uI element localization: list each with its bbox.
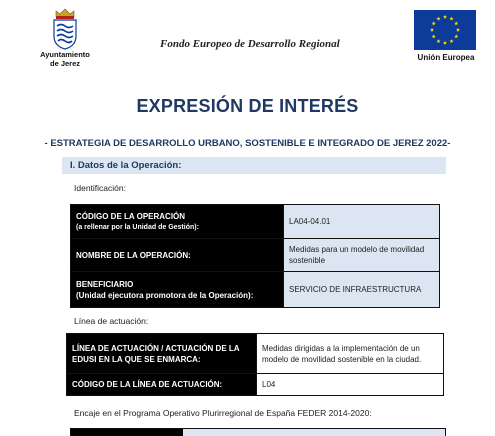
eu-label: Unión Europea bbox=[417, 53, 475, 62]
strategy-subtitle: - ESTRATEGIA DE DESARROLLO URBANO, SOSTENIBLE E INTEGRADO DE JEREZ 2022- bbox=[44, 138, 451, 149]
table-key-cell bbox=[71, 272, 284, 308]
beneficiario-value: SERVICIO DE INFRAESTRUCTURA bbox=[284, 272, 440, 308]
next-table-key bbox=[71, 429, 183, 436]
table-row bbox=[67, 334, 444, 374]
section-heading: I. Datos de la Operación: bbox=[62, 157, 446, 174]
city-name-line1: Ayuntamiento bbox=[40, 50, 90, 59]
codigo-value: LA04-04.01 bbox=[284, 205, 440, 239]
codigo-key: CÓDIGO DE LA OPERACIÓN bbox=[76, 211, 186, 221]
encaje-label: Encaje en el Programa Operativo Plurirregional de España FEDER 2014-2020: bbox=[74, 408, 372, 418]
codigo-linea-value: L04 bbox=[257, 374, 444, 396]
nombre-value: Medidas para un modelo de movilidad sostenible bbox=[284, 239, 440, 272]
table-row bbox=[67, 374, 444, 396]
table-key-cell bbox=[71, 205, 284, 239]
linea-key: LÍNEA DE ACTUACIÓN / ACTUACIÓN DE LA EDUSI EN LA QUE SE ENMARCA: bbox=[67, 334, 257, 374]
fund-name: Fondo Europeo de Desarrollo Regional bbox=[160, 38, 340, 50]
codigo-sub: (a rellenar por la Unidad de Gestión): bbox=[76, 223, 199, 231]
city-name-line2: de Jerez bbox=[49, 59, 81, 68]
jerez-shield-icon bbox=[50, 8, 80, 50]
document-title: EXPRESIÓN DE INTERÉS bbox=[136, 96, 359, 116]
table-row bbox=[71, 272, 440, 308]
next-table-value bbox=[183, 429, 445, 436]
linea-table bbox=[66, 333, 444, 396]
identificacion-label: Identificación: bbox=[74, 183, 126, 193]
table-row bbox=[71, 239, 440, 272]
eu-logo bbox=[414, 10, 478, 66]
identification-table bbox=[70, 204, 440, 308]
linea-value: Medidas dirigidas a la implementación de un modelo de movilidad sostenible en la ciudad. bbox=[257, 334, 444, 374]
nombre-key: NOMBRE DE LA OPERACIÓN: bbox=[71, 239, 284, 272]
beneficiario-key: BENEFICIARIO bbox=[76, 279, 134, 289]
jerez-logo bbox=[30, 8, 100, 72]
beneficiario-sub: (Unidad ejecutora promotora de la Operación): bbox=[76, 290, 254, 300]
codigo-linea-key: CÓDIGO DE LA LÍNEA DE ACTUACIÓN: bbox=[67, 374, 257, 396]
linea-label: Línea de actuación: bbox=[74, 316, 149, 326]
table-row bbox=[71, 205, 440, 239]
eu-flag-icon bbox=[414, 10, 476, 50]
next-table-top bbox=[70, 428, 446, 436]
